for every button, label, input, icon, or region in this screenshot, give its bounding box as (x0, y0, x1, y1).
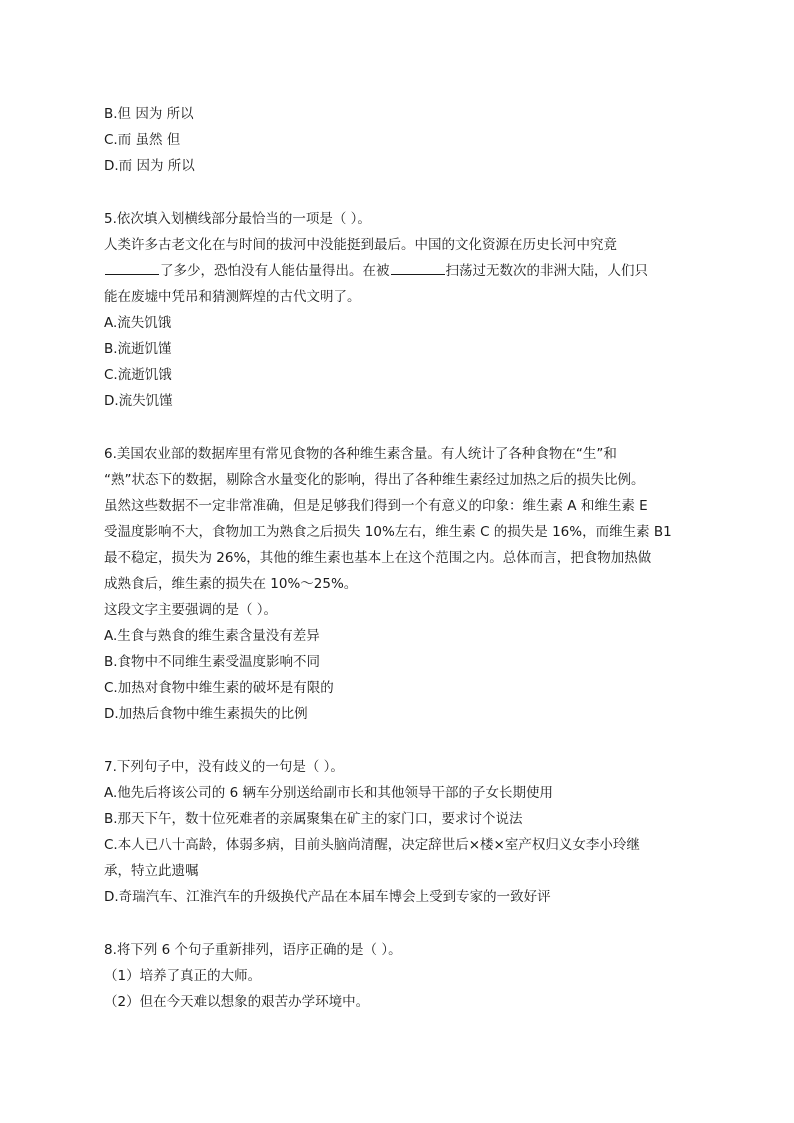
q6-passage-line-4: 受温度影响不大，食物加工为熟食之后损失 10%左右，维生素 C 的损失是 16%，而维生素 B1 (104, 524, 672, 540)
q4-option-d: D.而 因为 所以 (104, 158, 195, 174)
q6-option-d: D.加热后食物中维生素损失的比例 (104, 706, 308, 722)
document-content (104, 101, 690, 1015)
q5-passage-line-1: 人类许多古老文化在与时间的拔河中没能挺到最后。中国的文化资源在历史长河中究竟 (104, 237, 617, 253)
q5-passage-segment-a: 了多少，恐怕没有人能估量得出。在被 (160, 263, 390, 279)
q8-stem: 8.将下列 6 个句子重新排列，语序正确的是（ ）。 (104, 942, 402, 958)
q6-passage-line-1: 6.美国农业部的数据库里有常见食物的各种维生素含量。有人统计了各种食物在“生”和 (104, 446, 617, 462)
q5-passage-line-3: 能在废墟中凭吊和猜测辉煌的古代文明了。 (104, 289, 361, 305)
q5-option-b: B.流逝饥馑 (104, 341, 172, 357)
q8-item-2: （2）但在今天难以想象的艰苦办学环境中。 (104, 994, 370, 1010)
q6-option-b: B.食物中不同维生素受温度影响不同 (104, 654, 321, 670)
q6-passage-line-2: “熟”状态下的数据，剔除含水量变化的影响，得出了各种维生素经过加热之后的损失比例。 (104, 472, 645, 488)
q7-option-a: A.他先后将该公司的 6 辆车分别送给副市长和其他领导干部的子女长期使用 (104, 785, 553, 801)
q7-option-c-continued: 承，特立此遗嘱 (104, 863, 199, 879)
q6-passage-line-6: 成熟食后，维生素的损失在 10%～25%。 (104, 576, 358, 592)
q5-passage-segment-b: 扫荡过无数次的非洲大陆，人们只 (445, 263, 648, 279)
fill-blank-2 (391, 260, 445, 275)
q7-option-d: D.奇瑞汽车、江淮汽车的升级换代产品在本届车博会上受到专家的一致好评 (104, 889, 551, 905)
q6-option-a: A.生食与熟食的维生素含量没有差异 (104, 628, 320, 644)
q7-option-b: B.那天下午，数十位死难者的亲属聚集在矿主的家门口，要求讨个说法 (104, 811, 523, 827)
q6-option-c: C.加热对食物中维生素的破坏是有限的 (104, 680, 334, 696)
q5-option-d: D.流失饥馑 (104, 393, 173, 409)
q4-option-b: B.但 因为 所以 (104, 106, 194, 122)
q7-stem: 7.下列句子中，没有歧义的一句是（ ）。 (104, 759, 344, 775)
q4-option-c: C.而 虽然 但 (104, 132, 181, 148)
q8-item-1: （1）培养了真正的大师。 (104, 968, 262, 984)
q5-stem: 5.依次填入划横线部分最恰当的一项是（ ）。 (104, 211, 371, 227)
q5-option-c: C.流逝饥饿 (104, 367, 172, 383)
q6-question: 这段文字主要强调的是（ ）。 (104, 602, 278, 618)
q5-option-a: A.流失饥饿 (104, 315, 172, 331)
q5-passage-line-2 (104, 258, 690, 284)
q6-passage-line-5: 最不稳定，损失为 26%，其他的维生素也基本上在这个范围之内。总体而言，把食物加热做 (104, 550, 652, 566)
q7-option-c: C.本人已八十高龄，体弱多病，目前头脑尚清醒，决定辞世后×楼×室产权归义女李小玲继 (104, 837, 640, 853)
q6-passage-line-3: 虽然这些数据不一定非常准确，但是足够我们得到一个有意义的印象：维生素 A 和维生素 E (104, 498, 648, 514)
fill-blank-1 (105, 260, 159, 275)
